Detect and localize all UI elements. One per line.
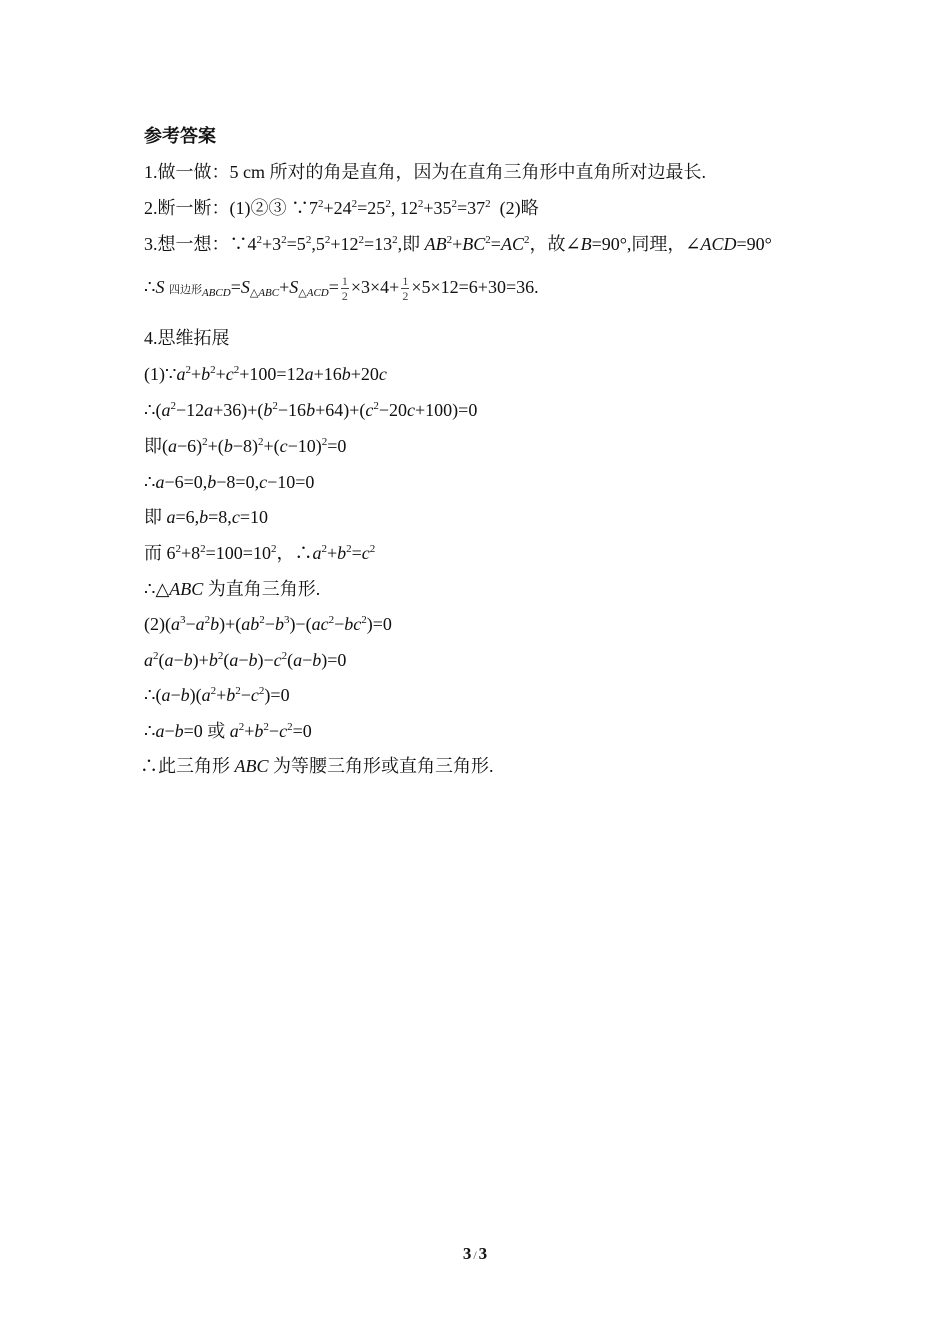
answer-4-line-2: $\therefore(a^2-12a+36)+(b^2-16b+64)+(c^2-20c+100)=0$	[144, 400, 478, 420]
answer-2-tail: (2)略	[499, 198, 539, 218]
answer-4-line-6: 而 $6^2+8^2=100=10^2$，$\therefore a^2+b^2=c^2$	[144, 543, 376, 563]
answer-4-line-10: $\therefore(a-b)(a^2+b^2-c^2)=0$	[144, 685, 290, 705]
answer-4-heading: 4.思维拓展	[144, 328, 230, 348]
page-number: 3 / 3	[462, 1244, 488, 1263]
quad-label: 四边形	[168, 284, 202, 296]
answer-2: 2.断一断：(1)②③ $\because 7^2+24^2=25^2$, $12^2+35^2=37^2$ (2)略	[144, 198, 539, 218]
because-symbol: ∵	[229, 234, 248, 254]
answer-3: 3.想一想：$\because 4^2+3^2=5^2,5^2+12^2=13^2$,即 $AB^2+BC^2=AC^2$，故∠B=90°,同理，∠ACD=90°	[144, 234, 772, 254]
answer-4-line-12: ∴此三角形 ABC 为等腰三角形或直角三角形.	[140, 756, 494, 776]
answer-4-line-4: ∴a−6=0,b−8=0,c−10=0	[144, 472, 315, 492]
answer-4-line-5: 即 a=6,b=8,c=10	[144, 507, 268, 527]
answer-title: 参考答案	[144, 126, 216, 146]
answer-4-line-1: $(1)\because a^2+b^2+c^2+100=12a+16b+20c$	[144, 364, 387, 384]
answer-4-line-11: ∴a−b=0 或 $a^2+b^2-c^2=0$	[144, 721, 312, 741]
answer-2-prefix: 2.断一断：(1)②③	[144, 198, 287, 218]
answer-4-line-7: ∴△ABC 为直角三角形.	[144, 579, 321, 599]
therefore-symbol: ∴	[144, 277, 156, 297]
answer-3-prefix: 3.想一想：	[144, 234, 230, 254]
answer-4-line-8: $(2)(a^3-a^2b)+(ab^2-b^3)-(ac^2-bc^2)=0$	[144, 614, 392, 634]
answer-3-area: ∴S 四边形$_{ABCD}=S_{\triangle ABC}+S_{\triangle ACD}=$ $\frac{1}{2}$ ×3×4+ $\frac{1}{2}$ ×5×12=6+30=36.	[144, 274, 539, 304]
fraction-half: $\frac{1}{2}$	[341, 274, 348, 304]
because-symbol: ∵	[291, 198, 309, 218]
answer-4-line-3: 即$(a-6)^2+(b-8)^2+(c-10)^2=0$	[144, 436, 347, 456]
answer-4-line-9: $a^2(a-b)+b^2(a-b)-c^2(a-b)=0$	[144, 650, 347, 670]
answer-1: 1.做一做：5 cm 所对的角是直角，因为在直角三角形中直角所对边最长.	[144, 162, 706, 182]
fraction-half: $\frac{1}{2}$	[402, 274, 409, 304]
